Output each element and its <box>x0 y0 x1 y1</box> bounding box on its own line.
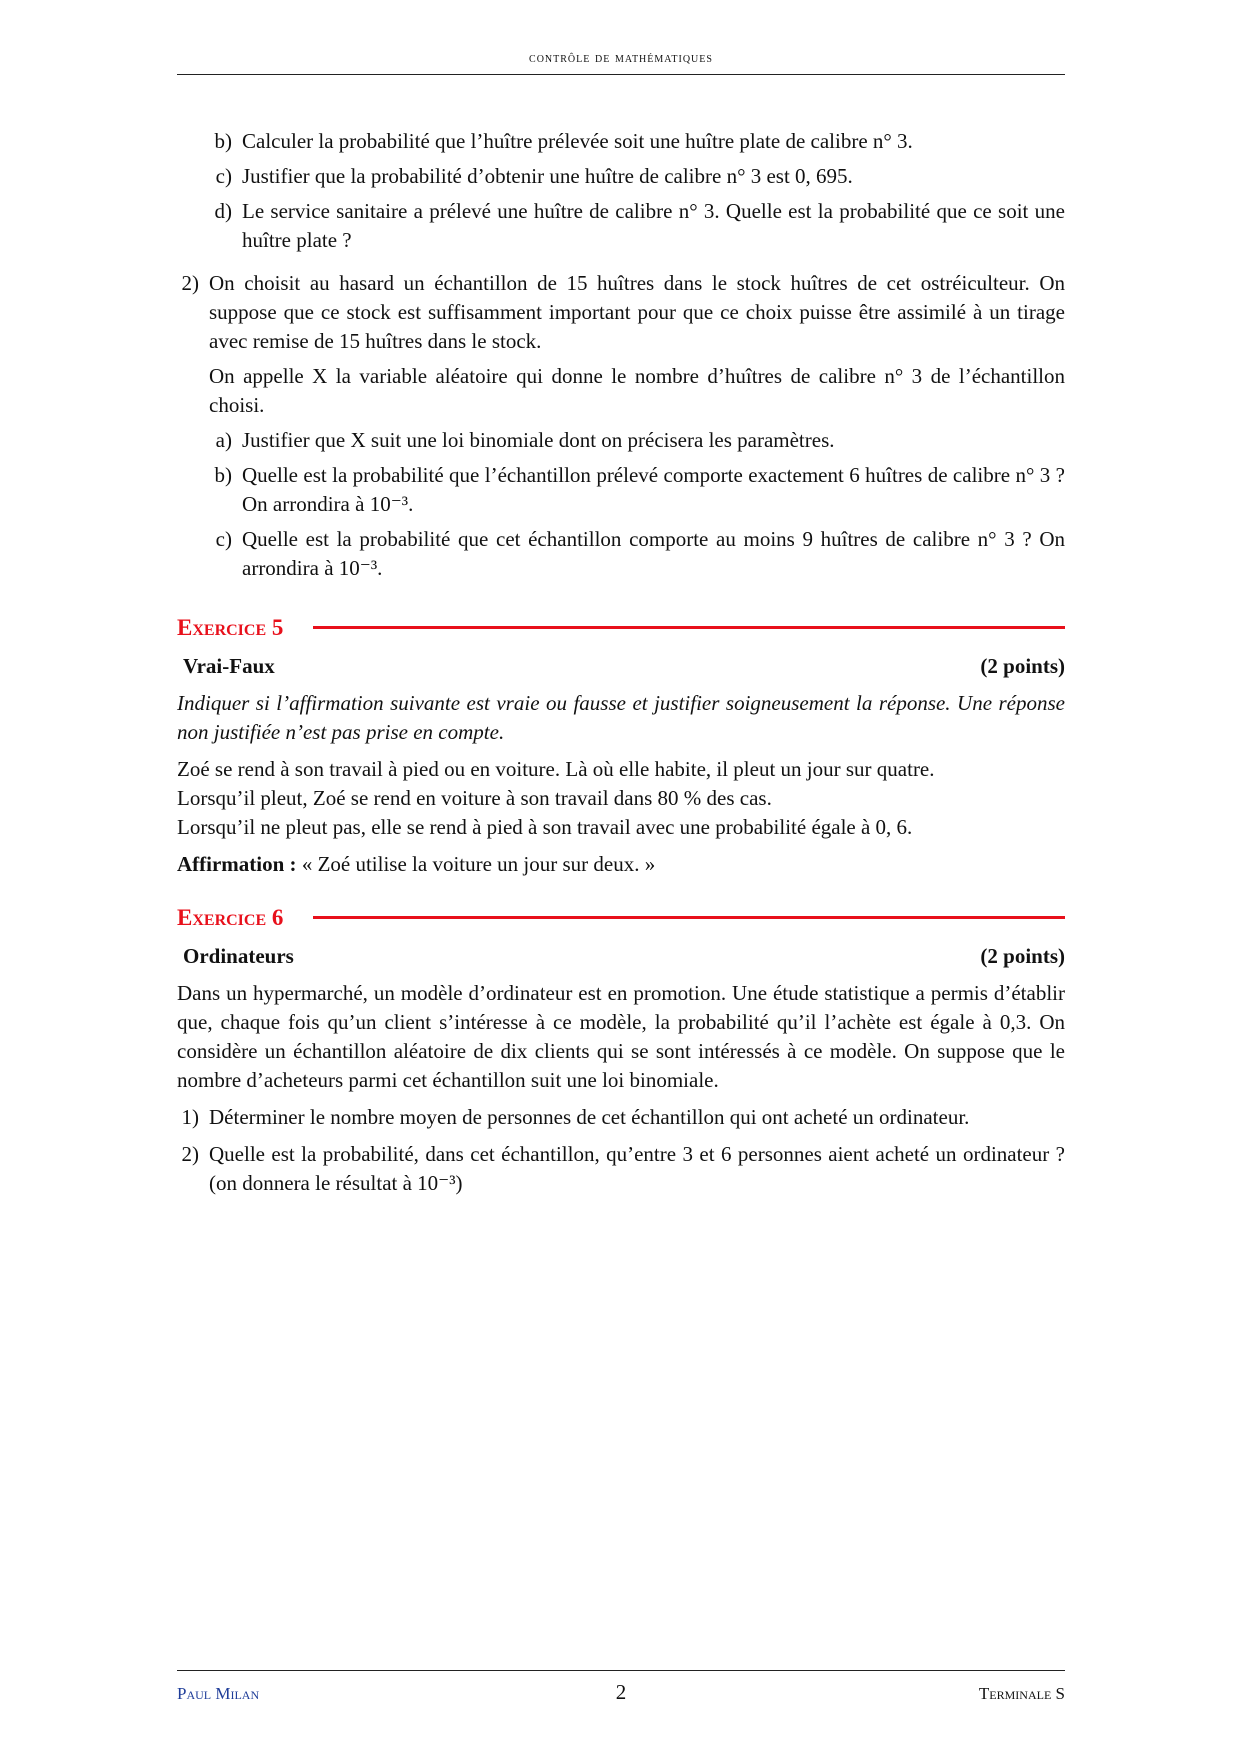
exercise-6-intro: Dans un hypermarché, un modèle d’ordinateur est en promotion. Une étude statistique a permis d’établir que, chaque fois qu’un client s’intéresse à ce modèle, la probabilité qu’il l’achète est égale à 0,3. On considère un échantillon aléatoire de dix clients qui se sont intéressés à ce modèle. On suppose que le nombre d’acheteurs parmi cet échantillon suit une loi binomiale. <box>177 981 1065 1092</box>
item-label: 1) <box>181 1105 199 1129</box>
list-item <box>177 197 1065 255</box>
list-item <box>177 127 1065 156</box>
exercise-5-heading <box>177 613 1065 642</box>
affirmation-label: Affirmation : <box>177 852 297 876</box>
list-item <box>177 1103 1065 1132</box>
question-2-continuation: On appelle X la variable aléatoire qui donne le nombre d’huîtres de calibre n° 3 de l’échantillon choisi. <box>209 364 1065 417</box>
item-label: b) <box>214 463 232 487</box>
item-label: d) <box>214 199 232 223</box>
header-rule <box>177 74 1065 75</box>
exercise-title: Exercice 5 <box>177 615 284 640</box>
heading-rule <box>313 626 1065 629</box>
exercise-5-instructions: Indiquer si l’affirmation suivante est vraie ou fausse et justifier soigneusement la réponse. Une réponse non justifiée n’est pas prise en compte. <box>177 691 1065 744</box>
list-item <box>177 461 1065 519</box>
item-text: Quelle est la probabilité que l’échantillon prélevé comporte exactement 6 huîtres de calibre n° 3 ? On arrondira à 10⁻³. <box>242 463 1065 516</box>
page-header: contrôle de mathématiques <box>529 50 713 66</box>
affirmation <box>177 850 1065 879</box>
content <box>177 127 1065 1198</box>
exercise-subtitle: Ordinateurs <box>183 944 294 968</box>
exercise-points: (2 points) <box>980 944 1065 968</box>
exercise-6-heading <box>177 903 1065 932</box>
item-label: 2) <box>181 271 199 295</box>
exercise-5-line: Lorsqu’il pleut, Zoé se rend en voiture à son travail dans 80 % des cas. <box>177 786 772 810</box>
exercise-5-subheading <box>177 652 1065 681</box>
list-item <box>177 426 1065 455</box>
question-2 <box>177 269 1065 356</box>
item-text: Justifier que X suit une loi binomiale dont on précisera les paramètres. <box>242 428 835 452</box>
item-text: Quelle est la probabilité que cet échantillon comporte au moins 9 huîtres de calibre n° 3 ? On arrondira à 10⁻³. <box>242 527 1065 580</box>
page-footer <box>177 1680 1065 1710</box>
exercise-5-line: Zoé se rend à son travail à pied ou en voiture. Là où elle habite, il pleut un jour sur quatre. <box>177 757 935 781</box>
list-item <box>177 162 1065 191</box>
page-number: 2 <box>615 1680 627 1704</box>
footer-author: Paul Milan <box>177 1684 260 1703</box>
exercise-title: Exercice 6 <box>177 905 284 930</box>
item-label: c) <box>215 164 232 188</box>
footer-rule <box>177 1670 1065 1671</box>
item-label: a) <box>215 428 232 452</box>
item-text: Justifier que la probabilité d’obtenir une huître de calibre n° 3 est 0, 695. <box>242 164 853 188</box>
exercise-subtitle: Vrai-Faux <box>183 654 275 678</box>
footer-class: Terminale S <box>978 1684 1065 1703</box>
affirmation-text: « Zoé utilise la voiture un jour sur deux. » <box>301 852 656 876</box>
item-text: On choisit au hasard un échantillon de 15 huîtres dans le stock huîtres de cet ostréiculteur. On suppose que ce stock est suffisamment important pour que ce choix puisse être assimilé à un tirage avec remise de 15 huîtres dans le stock. <box>209 271 1065 353</box>
list-item <box>177 525 1065 583</box>
item-label: b) <box>214 129 232 153</box>
item-label: 2) <box>181 1142 199 1166</box>
list-item <box>177 1140 1065 1198</box>
exercise-5-line: Lorsqu’il ne pleut pas, elle se rend à pied à son travail avec une probabilité égale à 0, 6. <box>177 815 913 839</box>
exercise-6-subheading <box>177 942 1065 971</box>
item-label: c) <box>215 527 232 551</box>
item-text: Calculer la probabilité que l’huître prélevée soit une huître plate de calibre n° 3. <box>242 129 913 153</box>
item-text: Quelle est la probabilité, dans cet échantillon, qu’entre 3 et 6 personnes aient acheté un ordinateur ? (on donnera le résultat à 10⁻³) <box>209 1142 1065 1195</box>
item-text: Déterminer le nombre moyen de personnes de cet échantillon qui ont acheté un ordinateur. <box>209 1105 970 1129</box>
heading-rule <box>313 916 1065 919</box>
item-text: Le service sanitaire a prélevé une huître de calibre n° 3. Quelle est la probabilité que ce soit une huître plate ? <box>242 199 1065 252</box>
page <box>177 0 1065 1754</box>
exercise-points: (2 points) <box>980 654 1065 678</box>
